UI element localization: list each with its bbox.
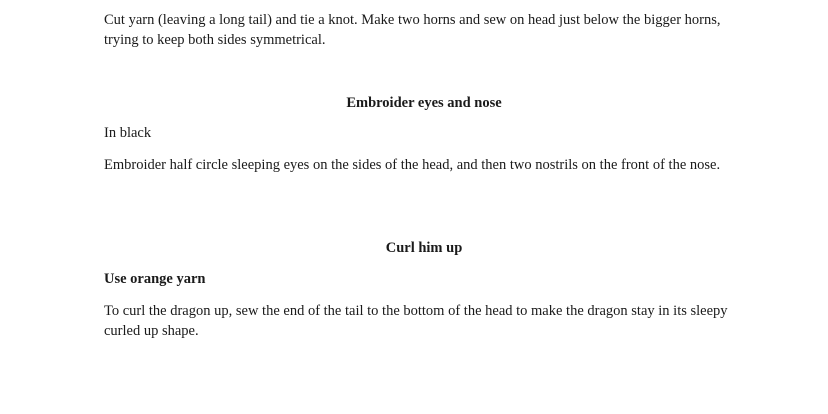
section-heading-eyes-nose: Embroider eyes and nose <box>346 95 502 111</box>
intro-paragraph: Cut yarn (leaving a long tail) and tie a knot. Make two horns and sew on head just below the bigger horns, trying to keep both sides symmetrical. <box>104 12 721 48</box>
section-body-curl: To curl the dragon up, sew the end of the tail to the bottom of the head to make the dragon stay in its sleepy curled up shape. <box>104 303 728 339</box>
section-body-eyes-nose: Embroider half circle sleeping eyes on the sides of the head, and then two nostrils on the front of the nose. <box>104 157 721 173</box>
section-subheading-eyes-nose: In black <box>104 125 152 141</box>
section-heading-curl: Curl him up <box>385 240 463 256</box>
section-subheading-curl: Use orange yarn <box>104 271 206 287</box>
